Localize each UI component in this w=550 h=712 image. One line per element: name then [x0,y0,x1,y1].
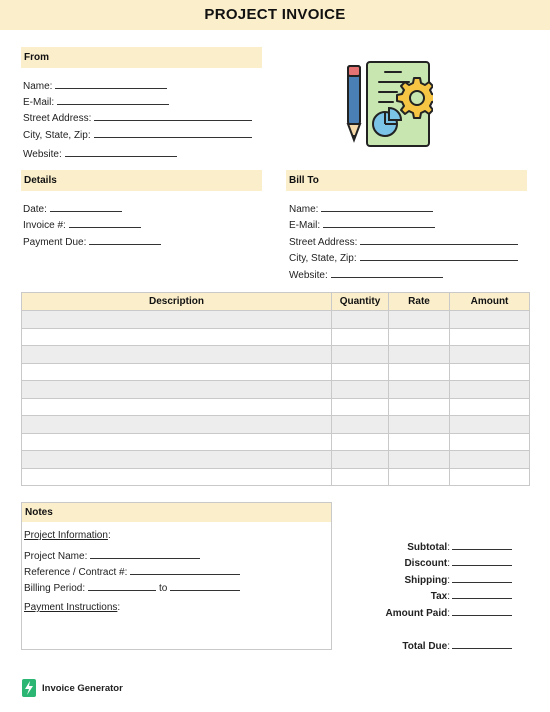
payment-due-field[interactable]: Payment Due: [23,236,161,248]
description-cell[interactable] [22,451,332,469]
table-header-row [22,293,530,311]
amount-cell[interactable] [450,346,530,364]
rate-cell[interactable] [389,433,450,451]
amount-cell[interactable] [450,398,530,416]
brand-name: Invoice Generator [42,682,123,694]
table-row [22,398,530,416]
document-pencil-gear-icon [343,58,433,150]
amount-cell[interactable] [450,468,530,486]
table-row [22,416,530,434]
from-street-field[interactable]: Street Address: [23,112,252,124]
notes-box [21,502,332,650]
amount-paid-field[interactable]: Amount Paid: [386,607,512,619]
description-cell[interactable] [22,433,332,451]
rate-cell[interactable] [389,363,450,381]
from-name-field[interactable]: Name: [23,80,167,92]
table-row [22,381,530,399]
quantity-cell[interactable] [332,381,389,399]
from-email-field[interactable]: E-Mail: [23,96,169,108]
amount-cell[interactable] [450,311,530,329]
bill-to-heading: Bill To [286,170,527,191]
rate-cell[interactable] [389,346,450,364]
quantity-cell[interactable] [332,398,389,416]
table-row [22,346,530,364]
page-title: PROJECT INVOICE [204,6,346,23]
col-amount: Amount [450,293,530,311]
notes-heading: Notes [22,503,331,522]
quantity-cell[interactable] [332,328,389,346]
description-cell[interactable] [22,363,332,381]
quantity-cell[interactable] [332,363,389,381]
from-heading: From [21,47,262,68]
invoice-number-field[interactable]: Invoice #: [23,219,141,231]
bill-to-street-field[interactable]: Street Address: [289,236,518,248]
billing-period-field[interactable]: Billing Period: to [24,582,240,594]
table-row [22,451,530,469]
quantity-cell[interactable] [332,451,389,469]
col-rate: Rate [389,293,450,311]
table-row [22,433,530,451]
table-row [22,328,530,346]
description-cell[interactable] [22,328,332,346]
shipping-field[interactable]: Shipping: [404,574,512,586]
lightning-logo-icon [22,679,36,697]
rate-cell[interactable] [389,311,450,329]
description-cell[interactable] [22,398,332,416]
rate-cell[interactable] [389,468,450,486]
quantity-cell[interactable] [332,346,389,364]
tax-field[interactable]: Tax: [431,590,512,602]
line-items-table [21,292,530,486]
amount-cell[interactable] [450,363,530,381]
quantity-cell[interactable] [332,468,389,486]
discount-field[interactable]: Discount: [404,557,512,569]
table-row [22,363,530,381]
table-row [22,468,530,486]
rate-cell[interactable] [389,398,450,416]
from-city-field[interactable]: City, State, Zip: [23,129,252,141]
amount-cell[interactable] [450,433,530,451]
from-website-field[interactable]: Website: [23,148,177,160]
amount-cell[interactable] [450,328,530,346]
bill-to-email-field[interactable]: E-Mail: [289,219,435,231]
amount-cell[interactable] [450,451,530,469]
description-cell[interactable] [22,346,332,364]
project-information-label: Project Information: [24,530,111,541]
amount-cell[interactable] [450,381,530,399]
date-field[interactable]: Date: [23,203,122,215]
bill-to-website-field[interactable]: Website: [289,269,443,281]
description-cell[interactable] [22,311,332,329]
subtotal-field[interactable]: Subtotal: [407,541,512,553]
brand-logo [22,679,123,697]
title-bar [0,0,550,30]
quantity-cell[interactable] [332,433,389,451]
rate-cell[interactable] [389,381,450,399]
reference-contract-field[interactable]: Reference / Contract #: [24,566,240,578]
rate-cell[interactable] [389,416,450,434]
description-cell[interactable] [22,381,332,399]
payment-instructions-label: Payment Instructions: [24,602,121,613]
bill-to-city-field[interactable]: City, State, Zip: [289,252,518,264]
table-row [22,311,530,329]
amount-cell[interactable] [450,416,530,434]
details-heading: Details [21,170,262,191]
col-description: Description [22,293,332,311]
quantity-cell[interactable] [332,311,389,329]
rate-cell[interactable] [389,451,450,469]
total-due-field[interactable]: Total Due: [402,640,512,652]
project-name-field[interactable]: Project Name: [24,550,200,562]
description-cell[interactable] [22,468,332,486]
rate-cell[interactable] [389,328,450,346]
quantity-cell[interactable] [332,416,389,434]
col-quantity: Quantity [332,293,389,311]
description-cell[interactable] [22,416,332,434]
bill-to-name-field[interactable]: Name: [289,203,433,215]
